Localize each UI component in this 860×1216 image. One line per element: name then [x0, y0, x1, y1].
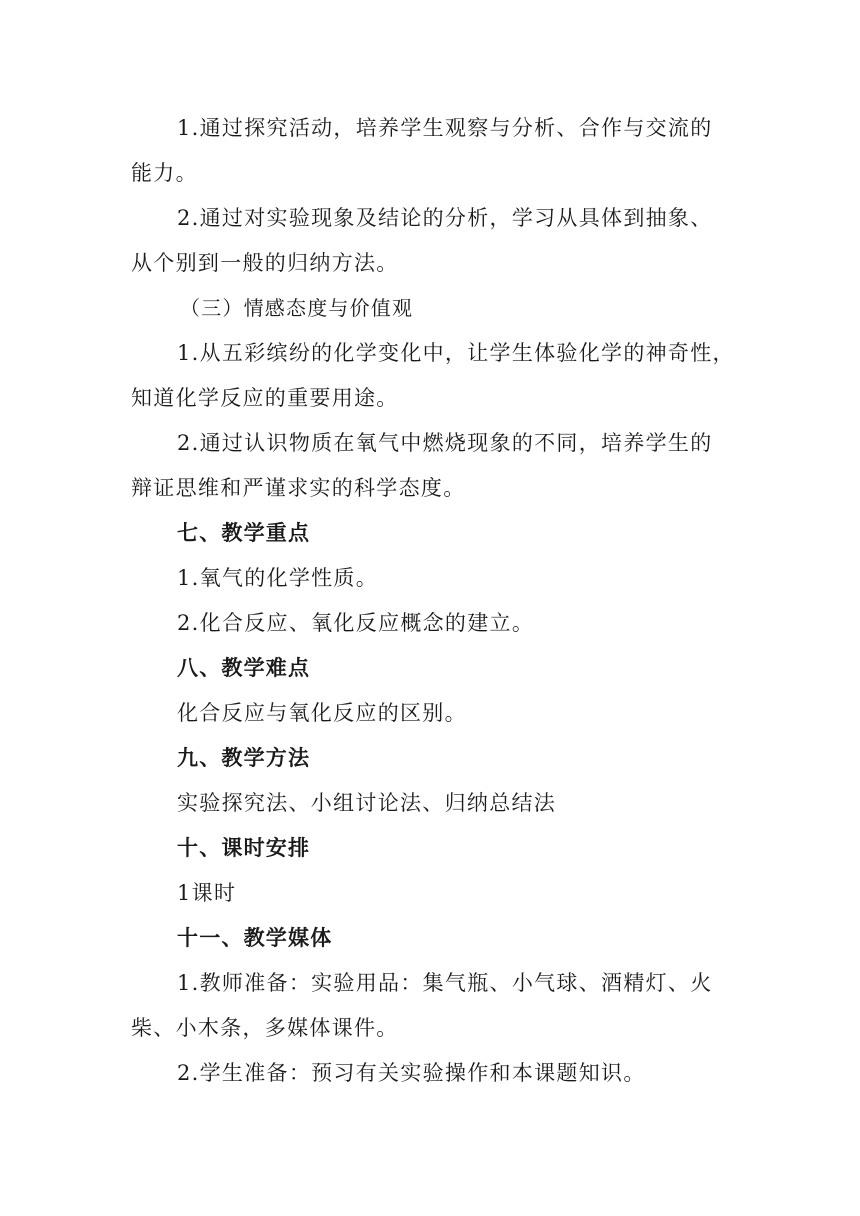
paragraph-emotion-2-line-2: 辩证思维和严谨求实的科学态度。 — [131, 476, 466, 500]
heading-teaching-methods: 九、教学方法 — [177, 746, 311, 770]
paragraph-skill-2-line-1: 2.通过对实验现象及结论的分析，学习从具体到抽象、 — [177, 206, 713, 230]
paragraph-emotion-1-line-1: 1.从五彩缤纷的化学变化中，让学生体验化学的神奇性， — [177, 341, 735, 365]
paragraph-skill-1-line-2: 能力。 — [131, 161, 198, 185]
key-point-1: 1.氧气的化学性质。 — [177, 566, 379, 590]
paragraph-skill-2-line-2: 从个别到一般的归纳方法。 — [131, 251, 399, 275]
paragraph-skill-1-line-1: 1.通过探究活动，培养学生观察与分析、合作与交流的 — [177, 116, 713, 140]
paragraph-emotion-1-line-2: 知道化学反应的重要用途。 — [131, 386, 399, 410]
media-1-line-1: 1.教师准备：实验用品：集气瓶、小气球、酒精灯、火 — [177, 971, 713, 995]
heading-teaching-key-points: 七、教学重点 — [177, 521, 311, 545]
heading-class-schedule: 十、课时安排 — [177, 836, 311, 860]
media-1-line-2: 柴、小木条，多媒体课件。 — [131, 1016, 399, 1040]
paragraph-emotion-2-line-1: 2.通过认识物质在氧气中燃烧现象的不同，培养学生的 — [177, 431, 713, 455]
key-point-2: 2.化合反应、氧化反应概念的建立。 — [177, 611, 535, 635]
methods-text: 实验探究法、小组讨论法、归纳总结法 — [177, 791, 557, 815]
difficulty-text: 化合反应与氧化反应的区别。 — [177, 701, 467, 725]
heading-teaching-difficulties: 八、教学难点 — [177, 656, 311, 680]
heading-teaching-media: 十一、教学媒体 — [177, 926, 333, 950]
schedule-text: 1课时 — [177, 881, 237, 905]
subheading-emotion-attitude-values: （三）情感态度与价值观 — [180, 296, 414, 320]
media-2: 2.学生准备：预习有关实验操作和本课题知识。 — [177, 1061, 646, 1085]
